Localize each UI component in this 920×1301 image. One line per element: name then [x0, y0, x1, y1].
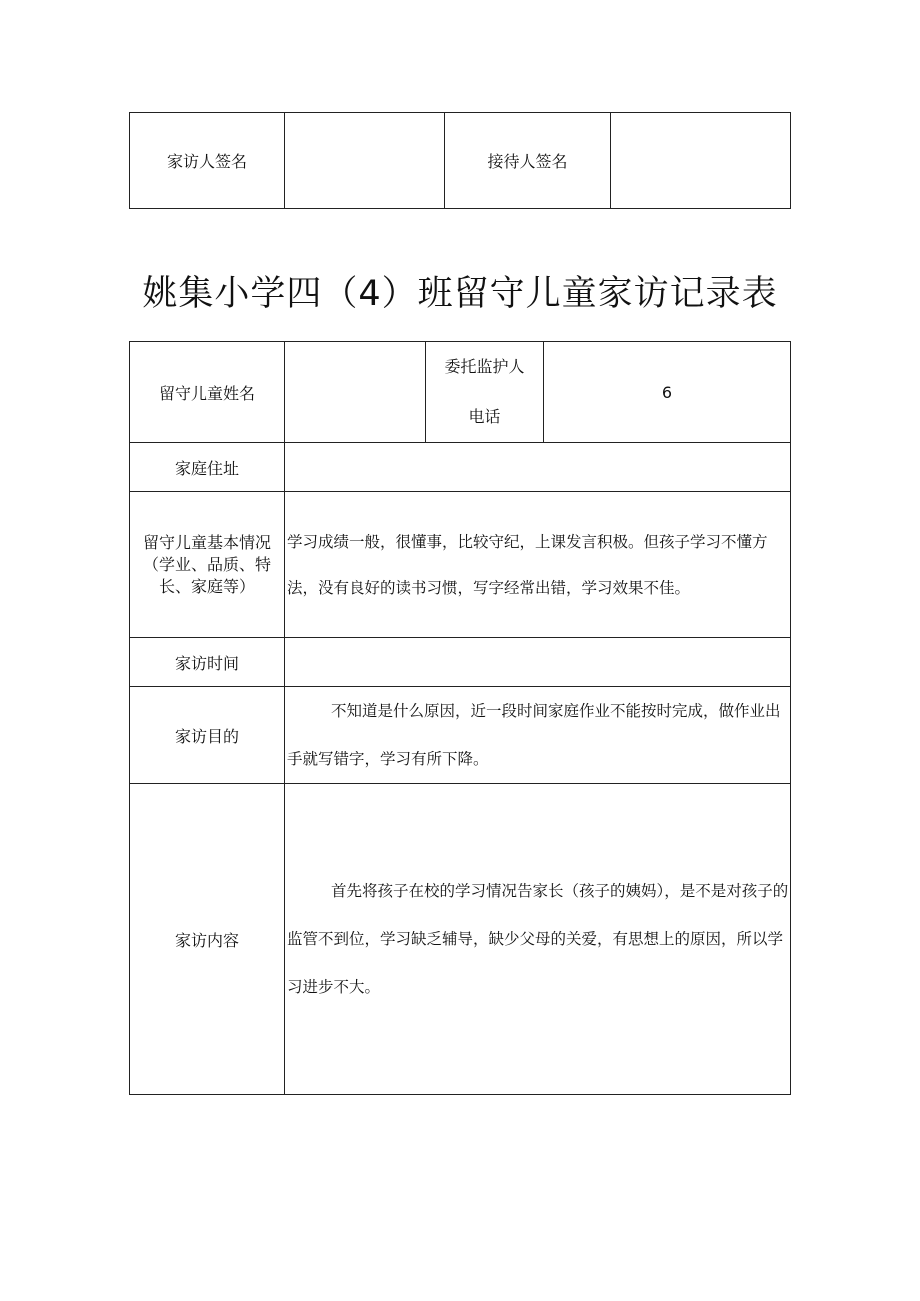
receiver-signature-field[interactable] — [611, 113, 791, 209]
basic-situation-text[interactable]: 学习成绩一般，很懂事，比较守纪，上课发言积极。但孩子学习不懂方法，没有良好的读书习惯，写字经常出错，学习效果不佳。 — [285, 492, 791, 638]
visit-time-field[interactable] — [285, 638, 791, 687]
visit-purpose-text[interactable]: 不知道是什么原因，近一段时间家庭作业不能按时完成，做作业出手就写错字，学习有所下降。 — [285, 687, 791, 784]
address-field[interactable] — [285, 443, 791, 492]
visit-content-text[interactable]: 首先将孩子在校的学习情况告家长（孩子的姨妈），是不是对孩子的监管不到位，学习缺乏辅导，缺少父母的关爱，有思想上的原因，所以学习进步不大。 — [285, 784, 791, 1095]
page-title: 姚集小学四（4）班留守儿童家访记录表 — [142, 274, 778, 314]
basic-label-line3: 长、家庭等） — [158, 576, 255, 596]
visit-time-label: 家访时间 — [130, 638, 285, 687]
child-name-label: 留守儿童姓名 — [130, 342, 285, 443]
signature-table — [129, 112, 791, 209]
receiver-signature-label: 接待人签名 — [445, 113, 611, 209]
guardian-label-line1: 委托监护人 — [444, 357, 525, 376]
visitor-signature-field[interactable] — [285, 113, 445, 209]
basic-label-line2: （学业、品质、特 — [142, 554, 271, 574]
basic-label-line1: 留守儿童基本情况 — [142, 532, 271, 552]
visit-content-label: 家访内容 — [130, 784, 285, 1095]
address-label: 家庭住址 — [130, 443, 285, 492]
guardian-phone-value[interactable]: 6 — [544, 342, 791, 443]
guardian-label-line2: 电话 — [468, 407, 501, 426]
child-name-field[interactable] — [285, 342, 426, 443]
visit-purpose-label: 家访目的 — [130, 687, 285, 784]
home-visit-record-table — [129, 341, 791, 1095]
visitor-signature-label: 家访人签名 — [130, 113, 285, 209]
guardian-phone-label — [426, 342, 544, 443]
basic-situation-label — [130, 492, 285, 638]
